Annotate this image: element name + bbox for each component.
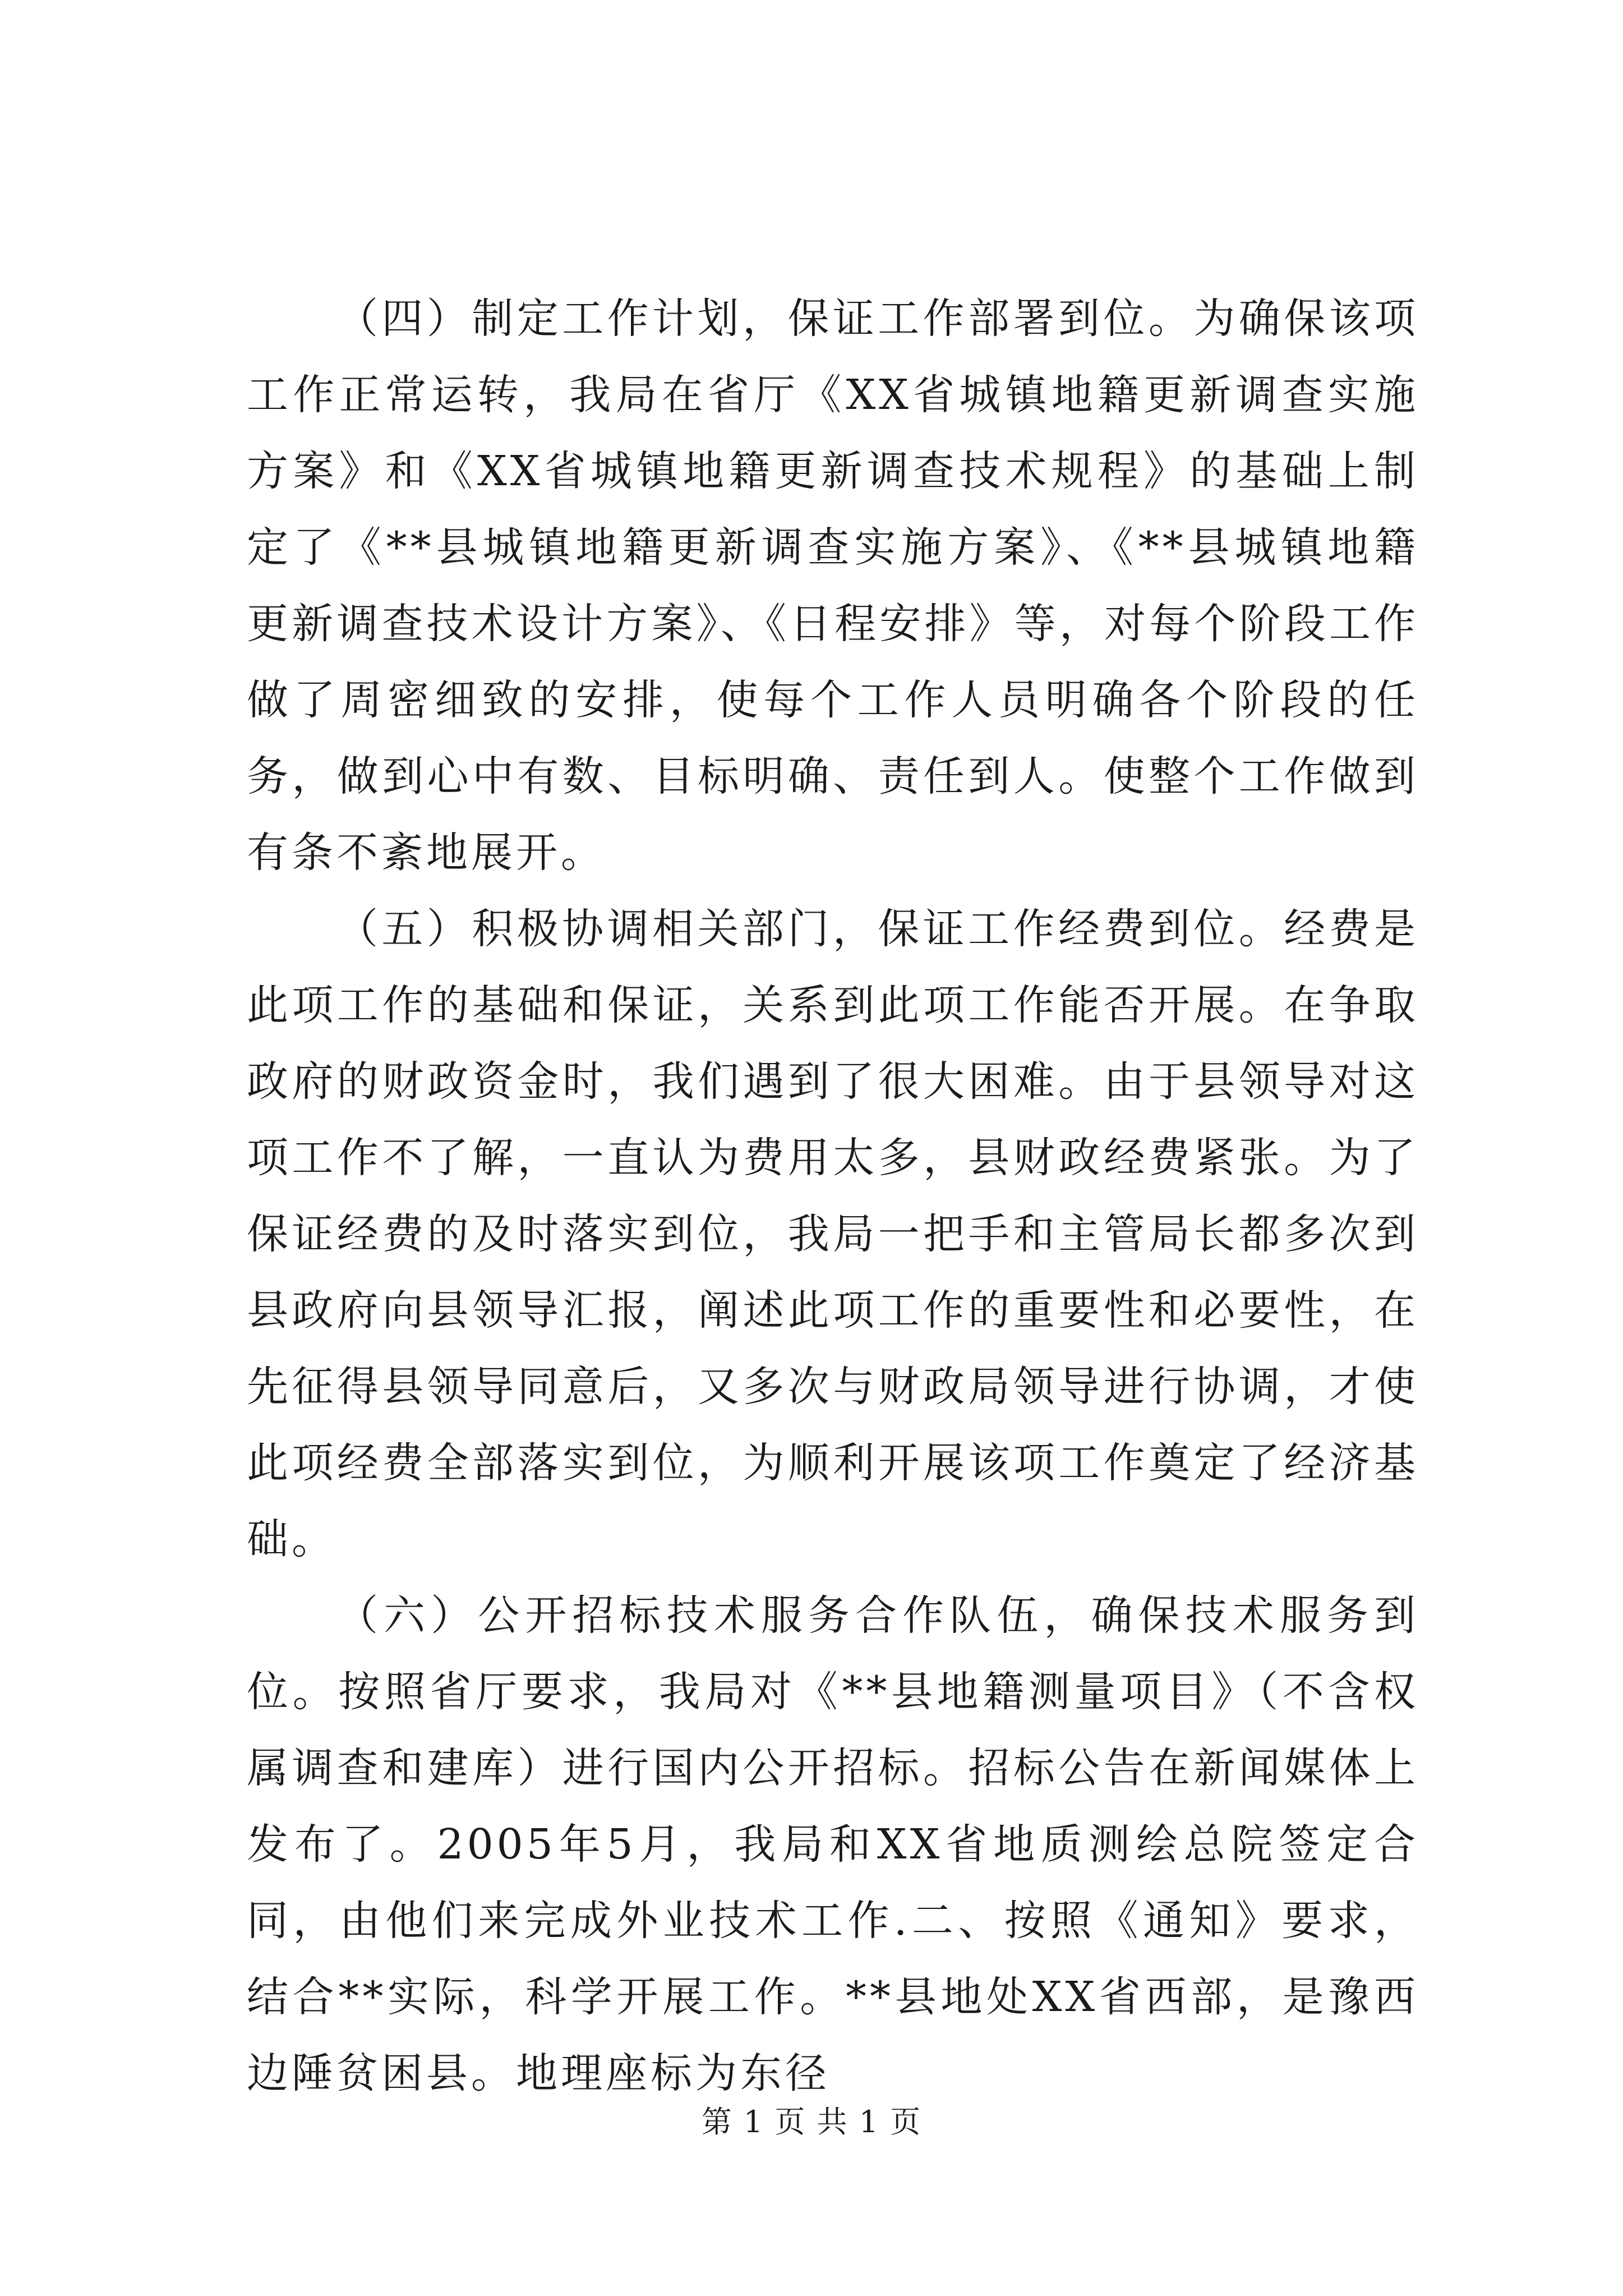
document-body	[247, 280, 1419, 2111]
paragraph-5: （五）积极协调相关部门，保证工作经费到位。经费是此项工作的基础和保证，关系到此项工作能否开展。在争取政府的财政资金时，我们遇到了很大困难。由于县领导对这项工作不了解，一直认为费用太多，县财政经费紧张。为了保证经费的及时落实到位，我局一把手和主管局长都多次到县政府向县领导汇报，阐述此项工作的重要性和必要性，在先征得县领导同意后，又多次与财政局领导进行协调，才使此项经费全部落实到位，为顺利开展该项工作奠定了经济基础。	[247, 905, 1419, 1563]
paragraph-4: （四）制定工作计划，保证工作部署到位。为确保该项工作正常运转，我局在省厅《XX省城镇地籍更新调查实施方案》和《XX省城镇地籍更新调查技术规程》的基础上制定了《**县城镇地籍更新调查实施方案》、《**县城镇地籍更新调查技术设计方案》、《日程安排》等，对每个阶段工作做了周密细致的安排，使每个工作人员明确各个阶段的任务，做到心中有数、目标明确、责任到人。使整个工作做到有条不紊地展开。	[247, 295, 1419, 877]
paragraph-6: （六）公开招标技术服务合作队伍，确保技术服务到位。按照省厅要求，我局对《**县地籍测量项目》（不含权属调查和建库）进行国内公开招标。招标公告在新闻媒体上发布了。2005年5月，我局和XX省地质测绘总院签定合同，由他们来完成外业技术工作.二、按照《通知》要求，结合**实际，科学开展工作。**县地处XX省西部，是豫西边陲贫困县。地理座标为东径	[247, 1591, 1419, 2097]
page-footer: 第 1 页 共 1 页	[701, 2104, 922, 2139]
